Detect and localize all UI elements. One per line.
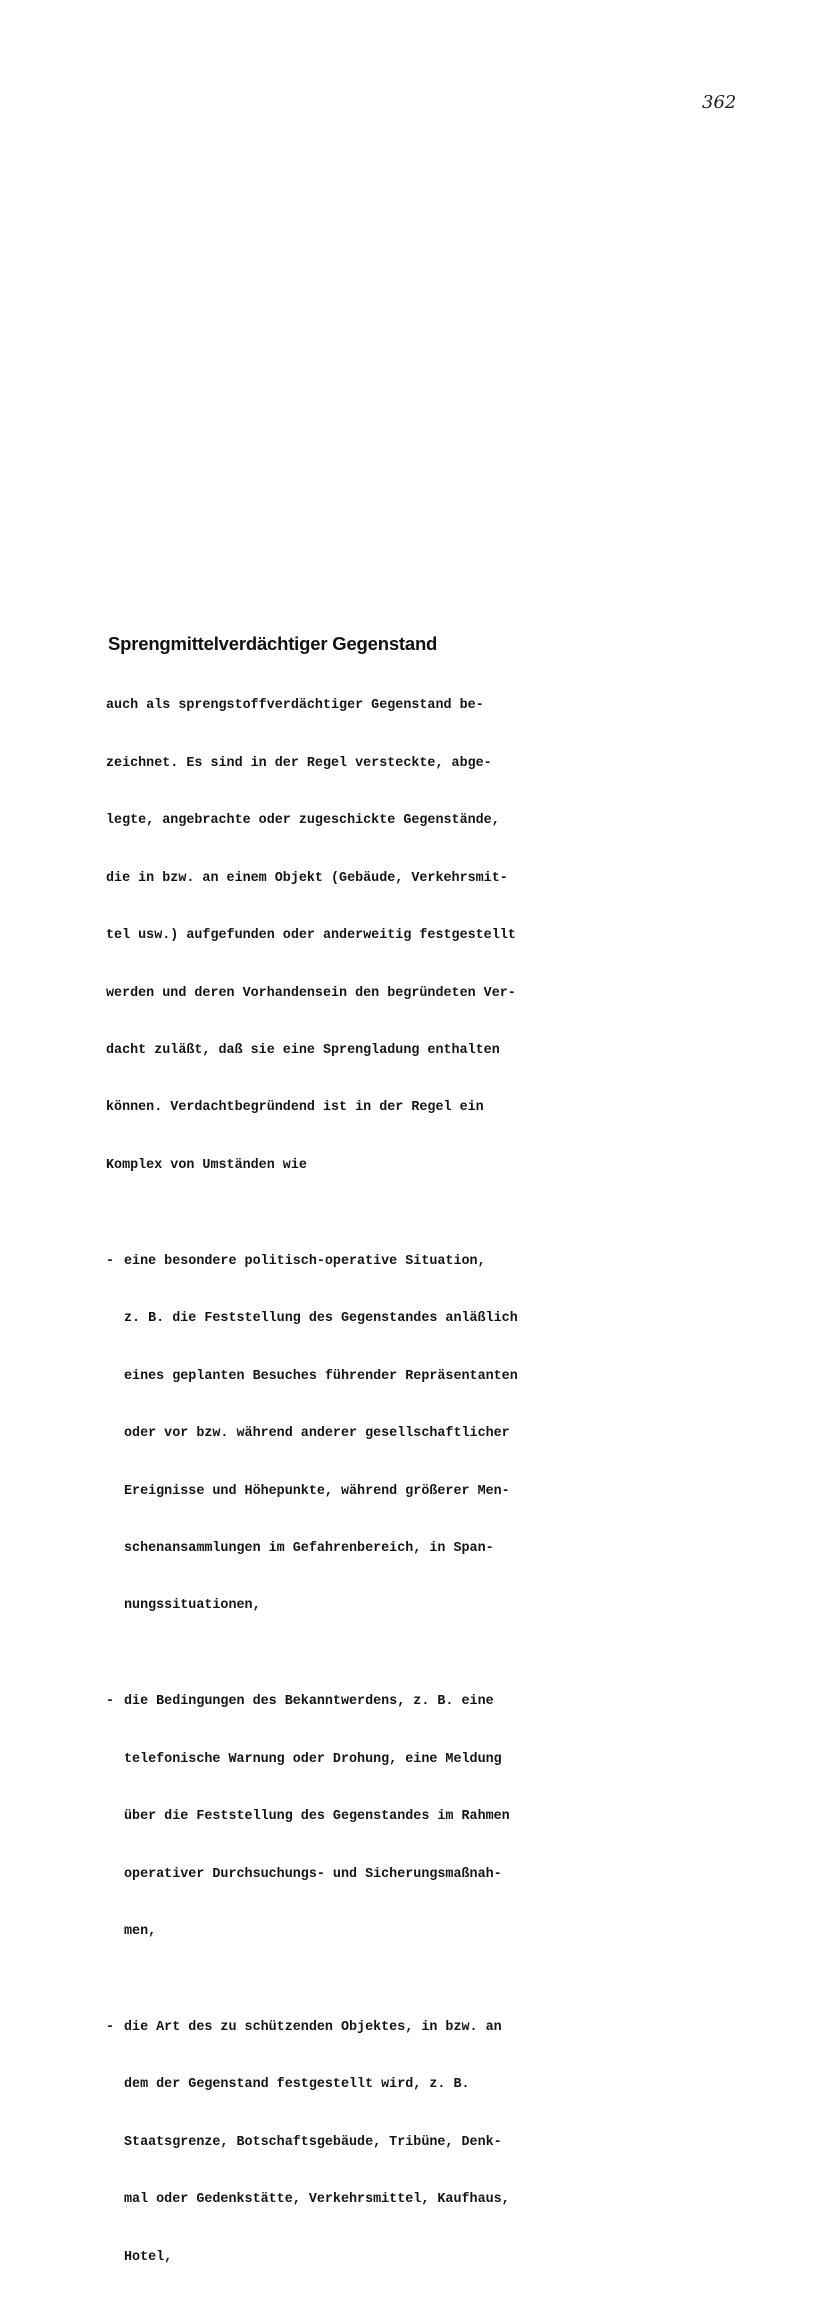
body-line: tel usw.) aufgefunden oder anderweitig festgestellt	[106, 928, 516, 944]
list-dash: -	[106, 1253, 115, 1269]
body-line: die in bzw. an einem Objekt (Gebäude, Verkehrsmit-	[106, 870, 508, 886]
list-item-line: Ereignisse und Höhepunkte, während größerer Men-	[124, 1483, 510, 1499]
list-item-line: men,	[124, 1924, 157, 1939]
list-item-text: die Art des zu schützenden Objektes, in bzw. an	[124, 2019, 502, 2035]
entry-title: Sprengmittelverdächtiger Gegenstand	[108, 633, 438, 654]
body-line: legte, angebrachte oder zugeschickte Gegenstände,	[106, 813, 500, 829]
list-dash: -	[106, 1694, 115, 1710]
list-item-text: eine besondere politisch-operative Situation,	[124, 1253, 486, 1269]
list-item-line	[106, 1252, 666, 1271]
body-line: auch als sprengstoffverdächtiger Gegenstand be-	[106, 698, 484, 714]
entry-body	[106, 658, 666, 2305]
list-item-line: oder vor bzw. während anderer gesellschaftlicher	[124, 1426, 510, 1442]
body-line: werden und deren Vorhandensein den begründeten Ver-	[106, 985, 516, 1001]
list-item-line: Hotel,	[124, 2249, 173, 2265]
list-item-line: dem der Gegenstand festgestellt wird, z. B.	[124, 2077, 470, 2093]
list-item-line	[106, 1692, 666, 1711]
list-item-line: telefonische Warnung oder Drohung, eine Meldung	[124, 1751, 502, 1767]
list-item-line: mal oder Gedenkstätte, Verkehrsmittel, Kaufhaus,	[124, 2192, 510, 2208]
list-item-line: nungssituationen,	[124, 1598, 261, 1614]
body-line: zeichnet. Es sind in der Regel versteckte, abge-	[106, 755, 492, 771]
body-line: dacht zuläßt, daß sie eine Sprengladung enthalten	[106, 1043, 500, 1059]
list-item-line: schenansammlungen im Gefahrenbereich, in Span-	[124, 1540, 494, 1556]
list-item-line: z. B. die Feststellung des Gegenstandes anläßlich	[124, 1311, 518, 1327]
list-item-line: operativer Durchsuchungs- und Sicherungsmaßnah-	[124, 1866, 502, 1882]
page-number: 362	[702, 92, 737, 113]
list-item-line	[106, 2018, 666, 2037]
list-dash: -	[106, 2019, 115, 2035]
list-item-line: über die Feststellung des Gegenstandes im Rahmen	[124, 1809, 510, 1825]
list-item-line: eines geplanten Besuches führender Repräsentanten	[124, 1368, 518, 1384]
body-line: Komplex von Umständen wie	[106, 1157, 307, 1173]
list-item-line: Staatsgrenze, Botschaftsgebäude, Tribüne, Denk-	[124, 2134, 502, 2150]
body-line: können. Verdachtbegründend ist in der Regel ein	[106, 1100, 484, 1116]
list-item-text: die Bedingungen des Bekanntwerdens, z. B. eine	[124, 1694, 494, 1710]
